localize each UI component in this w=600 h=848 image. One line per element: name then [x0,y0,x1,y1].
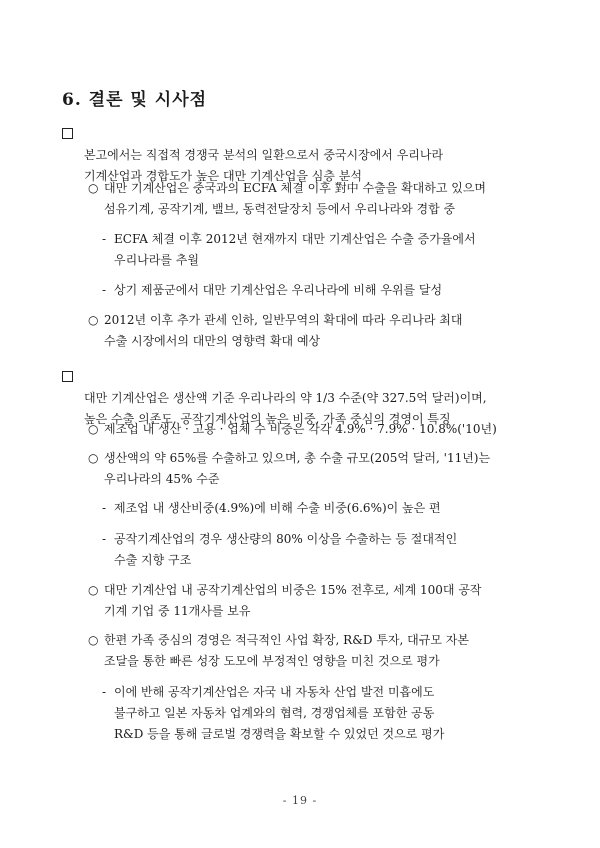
bullet-block [102,280,442,301]
text-line: 상기 제품군에서 대만 기계산업은 우리나라에 비해 우위를 달성 [114,283,443,297]
bullet-block [102,682,444,745]
text-line: 높은 수출 의존도, 공작기계산업의 높은 비중, 가족 중심의 경영이 특징 [84,412,451,426]
text-line: 대만 기계산업은 생산액 기준 우리나라의 약 1/3 수준(약 327.5억 달러)이며, [84,391,487,405]
page-number: - 19 - [282,794,318,807]
text-line: 섬유기계, 공작기계, 밸브, 동력전달장치 등에서 우리나라와 경합 중 [104,202,456,216]
text-line: 우리나라의 45% 수준 [104,472,220,486]
circle-bullet-icon: ○ [88,633,99,647]
text-line: 기계 기업 중 11개사를 보유 [104,604,251,618]
dash-bullet-icon: - [102,232,107,246]
text-line: 2012년 이후 추가 관세 인하, 일반무역의 확대에 따라 우리나라 최대 [104,313,463,327]
dash-bullet-icon: - [102,532,107,546]
section-heading: 6. 결론 및 시사점 [62,90,208,110]
text-line: 기계산업과 경합도가 높은 대만 기계산업을 심층 분석 [84,169,362,183]
circle-bullet-icon: ○ [88,181,99,195]
text-line: 수출 지향 구조 [114,553,192,567]
bullet-block [102,498,441,519]
text-line: 우리나라를 추월 [114,253,199,267]
text-line: 대만 기계산업은 중국과의 ECFA 체결 이후 對中 수출을 확대하고 있으며 [104,181,487,195]
circle-bullet-icon: ○ [88,583,99,597]
bullet-block [88,580,482,622]
bullet-block [88,448,490,490]
bullet-block [102,229,476,271]
square-bullet-icon [62,128,73,139]
text-line: ECFA 체결 이후 2012년 현재까지 대만 기계산업은 수출 증가율에서 [114,232,476,246]
text-line: 공작기계산업의 경우 생산량의 80% 이상을 수출하는 등 절대적인 [114,532,458,546]
bullet-block [88,310,463,352]
circle-bullet-icon: ○ [88,422,99,436]
bullet-block [88,419,497,440]
text-line: 제조업 내 생산 · 고용 · 업체 수 비중은 각각 4.9% · 7.9% · 10.8%('10년) [104,422,497,436]
text-line: 제조업 내 생산비중(4.9%)에 비해 수출 비중(6.6%)이 높은 편 [114,501,441,515]
square-bullet-icon [62,371,73,382]
text-line: 이에 반해 공작기계산업은 자국 내 자동차 산업 발전 미흡에도 [114,685,435,699]
text-line: 조달을 통한 빠른 성장 도모에 부정적인 영향을 미친 것으로 평가 [104,654,440,668]
text-line: 대만 기계산업 내 공작기계산업의 비중은 15% 전후로, 세계 100대 공작 [104,583,482,597]
bullet-block [88,630,469,672]
text-line: 불구하고 일본 자동차 업계와의 협력, 경쟁업체를 포함한 공동 [114,706,435,720]
dash-bullet-icon: - [102,501,107,515]
bullet-block [102,529,457,571]
bullet-block [88,178,486,220]
circle-bullet-icon: ○ [88,451,99,465]
text-line: 한편 가족 중심의 경영은 적극적인 사업 확장, R&D 투자, 대규모 자본 [104,633,469,647]
text-line: R&D 등을 통해 글로벌 경쟁력을 확보할 수 있었던 것으로 평가 [114,727,445,741]
text-line: 본고에서는 직접적 경쟁국 분석의 일환으로서 중국시장에서 우리나라 [84,148,444,162]
text-line: 수출 시장에서의 대만의 영향력 확대 예상 [104,334,321,348]
dash-bullet-icon: - [102,283,107,297]
text-line: 생산액의 약 65%를 수출하고 있으며, 총 수출 규모(205억 달러, '11년)는 [104,451,491,465]
dash-bullet-icon: - [102,685,107,699]
circle-bullet-icon: ○ [88,313,99,327]
